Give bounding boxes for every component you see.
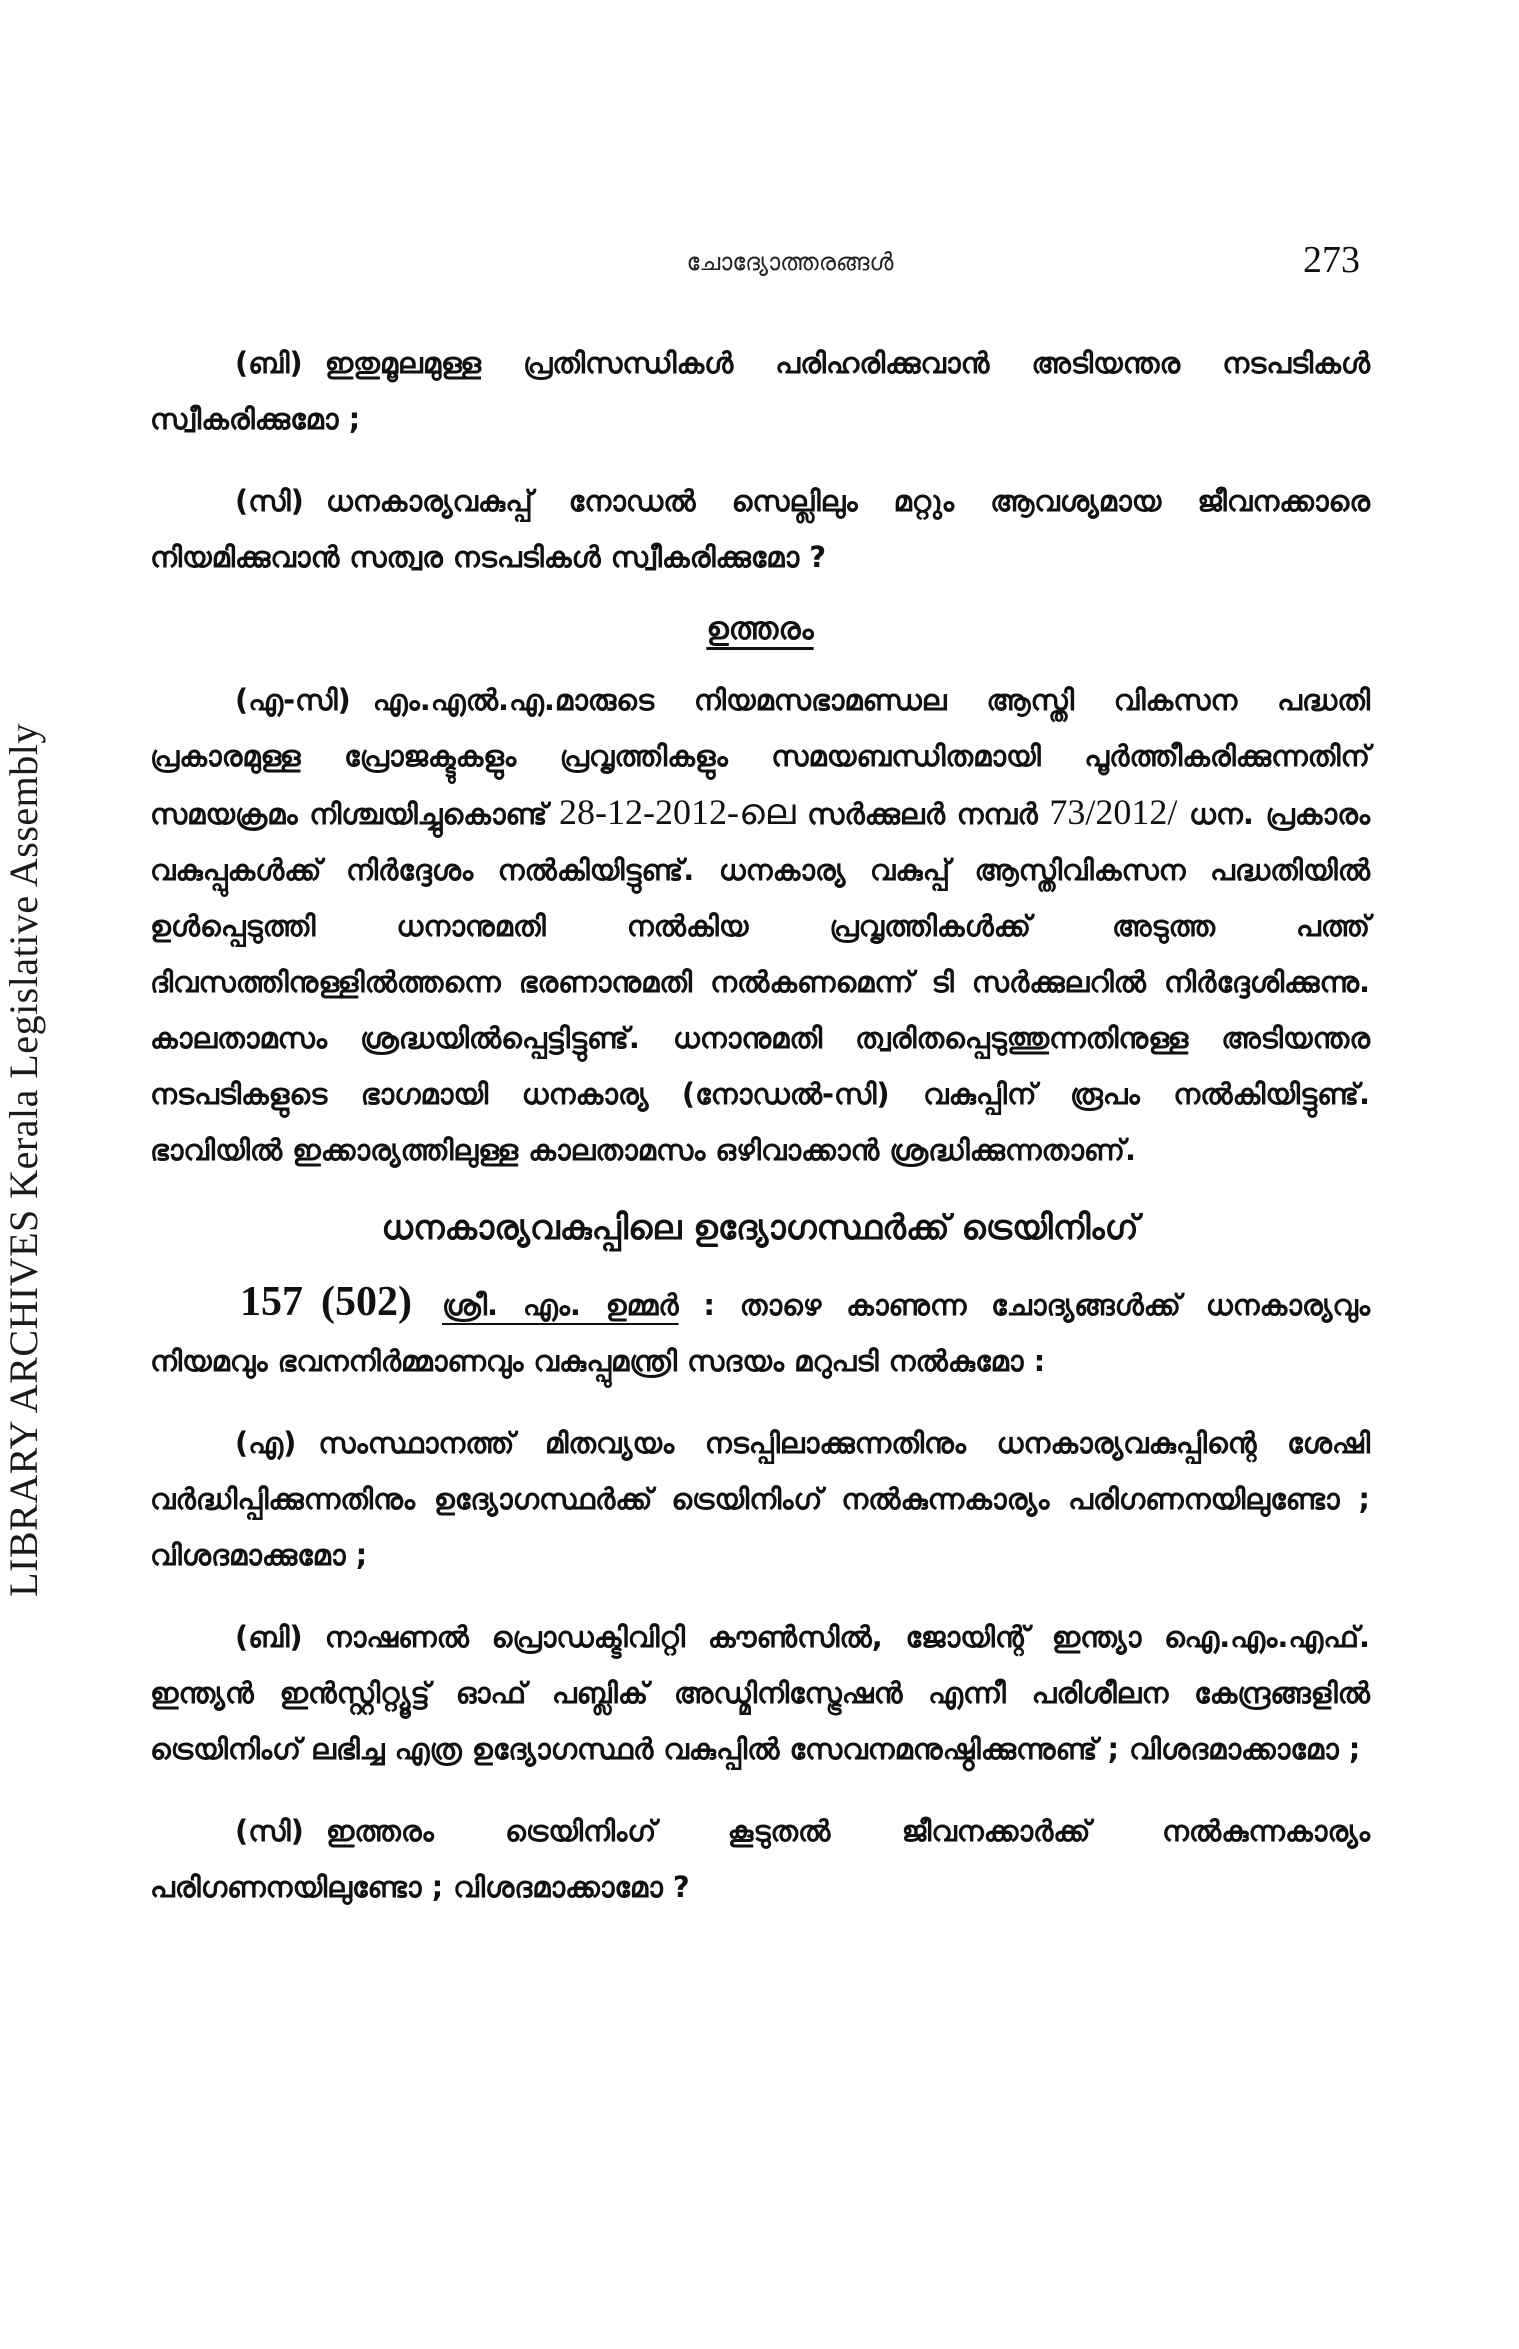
sub-question-c	[150, 1803, 1370, 1915]
archive-side-stamp: LIBRARY ARCHIVES Kerala Legislative Assembly	[1, 723, 46, 1597]
question-intro-text: : താഴെ കാണുന്ന ചോദ്യങ്ങൾക്ക് ധനകാര്യവും നിയമവും ഭവനനിർമ്മാണവും വകുപ്പുമന്ത്രി സദയം മറുപടി നൽകുമോ :	[150, 1288, 1370, 1378]
part-label: (ബി)	[235, 1620, 303, 1654]
question-intro	[150, 1274, 1370, 1389]
part-text: ധനകാര്യവകുപ്പ് നോഡൽ സെല്ലിലും മറ്റും ആവശ്യമായ ജീവനക്കാരെ നിയമിക്കുവാൻ സത്വര നടപടികൾ സ്വീകരിക്കുമോ ?	[150, 484, 1370, 574]
question-part-b	[150, 335, 1370, 447]
question-number: 157	[240, 1279, 303, 1325]
circular-date: 28-12-2012-ലെ	[559, 792, 796, 832]
answer-paragraph	[150, 672, 1370, 1178]
answer-text-3: ധന. പ്രകാരം വകുപ്പുകൾക്ക് നിർദ്ദേശം നൽകിയിട്ടുണ്ട്. ധനകാര്യ വകുപ്പ് ആസ്തിവികസന പദ്ധതിയിൽ ഉൾപ്പെടുത്തി ധനാനുമതി നൽകിയ പ്രവൃത്തികൾക്ക് അടുത്ത പത്ത് ദിവസത്തിനുള്ളിൽത്തന്നെ ഭരണാനുമതി നൽകണമെന്ന് ടി സർക്കുലറിൽ നിർദ്ദേശിക്കുന്നു. കാലതാമസം ശ്രദ്ധയിൽപ്പെട്ടിട്ടുണ്ട്. ധനാനുമതി ത്വരിതപ്പെടുത്തുന്നതിനുള്ള അടിയന്തര നടപടികളുടെ ഭാഗമായി ധനകാര്യ (നോഡൽ-സി) വകുപ്പിന് രൂപം നൽകിയിട്ടുണ്ട്. ഭാവിയിൽ ഇക്കാര്യത്തിലുള്ള കാലതാമസം ഒഴിവാക്കാൻ ശ്രദ്ധിക്കുന്നതാണ്.	[150, 797, 1370, 1167]
question-part-c	[150, 473, 1370, 585]
sub-question-b	[150, 1609, 1370, 1777]
answer-text-2: സർക്കുലർ നമ്പർ	[807, 797, 1038, 831]
question-sub-number: (502)	[321, 1279, 412, 1325]
part-label: (എ)	[235, 1426, 297, 1460]
part-label: (സി)	[235, 1814, 304, 1848]
running-title: ചോദ്യോത്തരങ്ങൾ	[686, 248, 894, 276]
sub-question-a	[150, 1415, 1370, 1583]
answer-label: (എ-സി)	[235, 683, 351, 717]
part-text: ഇതുമൂലമുള്ള പ്രതിസന്ധികൾ പരിഹരിക്കുവാൻ അടിയന്തര നടപടികൾ സ്വീകരിക്കുമോ ;	[150, 346, 1370, 436]
page-body	[150, 335, 1370, 1941]
part-text: സംസ്ഥാനത്ത് മിതവ്യയം നടപ്പിലാക്കുന്നതിനും ധനകാര്യവകുപ്പിന്റെ ശേഷി വർദ്ധിപ്പിക്കുന്നതിനും ഉദ്യോഗസ്ഥർക്ക് ട്രെയിനിംഗ് നൽകുന്നകാര്യം പരിഗണനയിലുണ്ടോ ; വിശദമാക്കുമോ ;	[150, 1426, 1370, 1572]
part-text: നാഷണൽ പ്രൊഡക്ടിവിറ്റി കൗൺസിൽ, ജോയിന്റ് ഇന്ത്യാ ഐ.എം.എഫ്. ഇന്ത്യൻ ഇൻസ്റ്റിറ്റ്യൂട്ട് ഓഫ് പബ്ലിക് അഡ്മിനിസ്ട്രേഷൻ എന്നീ പരിശീലന കേന്ദ്രങ്ങളിൽ ട്രെയിനിംഗ് ലഭിച്ച എത്ര ഉദ്യോഗസ്ഥർ വകുപ്പിൽ സേവനമനുഷ്ഠിക്കുന്നുണ്ട് ; വിശദമാക്കാമോ ;	[150, 1620, 1370, 1766]
circular-number: 73/2012/	[1049, 792, 1178, 832]
part-label: (ബി)	[235, 346, 303, 380]
page-number: 273	[1303, 239, 1360, 281]
section-title: ധനകാര്യവകുപ്പിലെ ഉദ്യോഗസ്ഥർക്ക് ട്രെയിനിംഗ്	[381, 1208, 1139, 1248]
part-label: (സി)	[235, 484, 304, 518]
member-name: ശ്രീ. എം. ഉമ്മർ	[441, 1288, 679, 1322]
answer-text-1: എം.എൽ.എ.മാരുടെ നിയമസഭാമണ്ഡല ആസ്തി വികസന പദ്ധതി പ്രകാരമുള്ള പ്രോജക്ടുകളും പ്രവൃത്തികളും സമയബന്ധിതമായി പൂർത്തീകരിക്കുന്നതിന് സമയക്രമം നിശ്ചയിച്ചുകൊണ്ട്	[150, 683, 1370, 831]
part-text: ഇത്തരം ട്രെയിനിംഗ് കൂടുതൽ ജീവനക്കാർക്ക് നൽകുന്നകാര്യം പരിഗണനയിലുണ്ടോ ; വിശദമാക്കാമോ ?	[150, 1814, 1370, 1904]
answer-heading: ഉത്തരം	[706, 611, 814, 647]
page-header	[150, 238, 1370, 298]
